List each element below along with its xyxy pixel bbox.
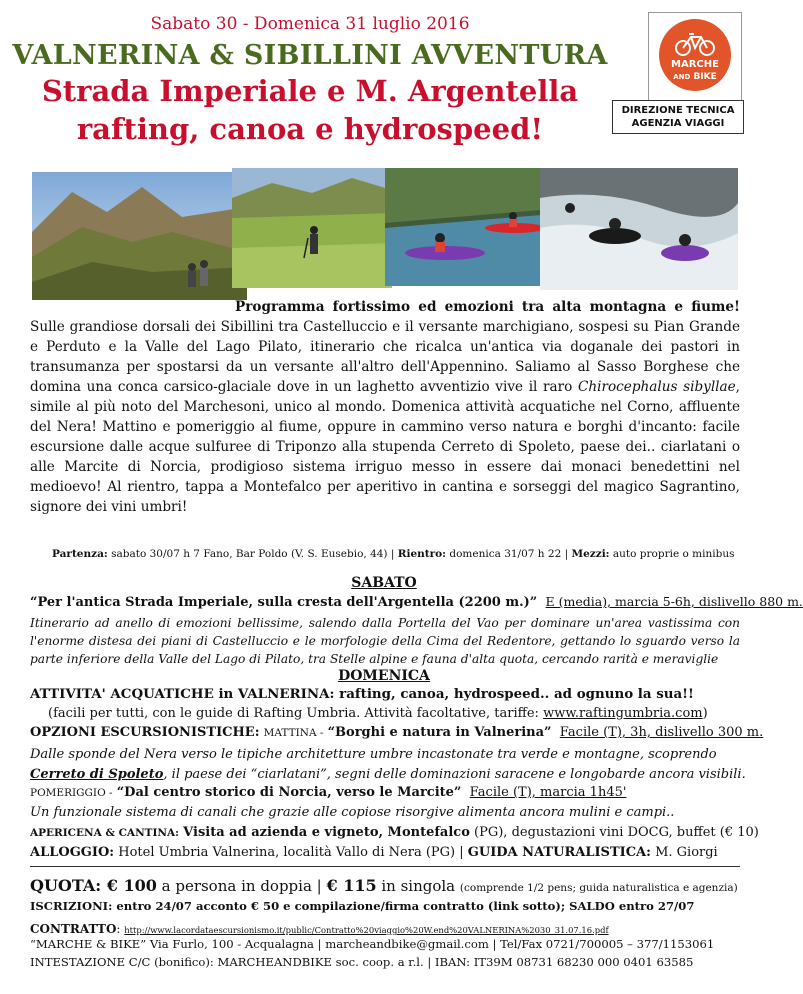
saturday-difficulty: E (media), marcia 5-6h, dislivello 880 m. [545,594,803,609]
logo-line-2b: BIKE [693,72,717,82]
contacts-line-2: INTESTAZIONE C/C (bonifico): MARCHEANDBIKE soc. coop. a r.l. | IBAN: IT39M 08731 68230 000 0401 63585 [30,955,694,969]
morning-description [30,745,750,785]
photo-hydrospeed [540,168,738,290]
price-text-1: a persona in doppia | [156,877,327,895]
sunday-heading: DOMENICA [338,668,430,684]
event-title: VALNERINA & SIBILLINI AVVENTURA [12,40,608,71]
photo-hiker-plain [232,168,392,288]
morning-desc-2: , il paese dei “ciarlatani”, segni delle dominazioni saracene e longobarde ancora visibili. [163,767,746,782]
lodging-text: Hotel Umbria Valnerina, località Vallo di Nera (PG) | [114,845,468,860]
means-text: auto proprie o minibus [609,548,735,560]
agency-caption [612,100,744,134]
morning-difficulty: Facile (T), 3h, dislivello 300 m. [559,725,764,740]
activities-note-text: (facili per tutti, con le guide di Rafting Umbria. Attività facoltative, tariffe: [48,706,544,721]
saturday-heading: SABATO [351,575,417,591]
saturday-route: “Per l'antica Strada Imperiale, sulla cresta dell'Argentella (2200 m.)” [30,595,538,610]
means-label: Mezzi: [571,548,610,560]
aperitivo-label: APERICENA & CANTINA: [30,827,180,839]
departure-text: sabato 30/07 h 7 Fano, Bar Poldo (V. S. Eusebio, 44) | [107,548,398,560]
contract-link[interactable]: http://www.lacordataescursionismo.it/public/Contratto%20viaggio%20W.end%20VALNERINA%2030_31.07.16.pdf [124,925,609,935]
guide-label: GUIDA NATURALISTICA: [467,845,651,860]
intro-lead: Programma fortissimo ed emozioni tra alta montagna e fiume! [235,299,740,315]
logo-line-1: MARCHE [671,59,719,70]
return-label: Rientro: [397,548,447,560]
photo-mountain-ridge [32,172,247,300]
afternoon-option-line [30,785,750,800]
agency-caption-line-2: AGENZIA VIAGGI [631,118,725,129]
marche-and-bike-logo [648,12,742,106]
price-text-2: in singola [376,877,460,895]
saturday-description: Itinerario ad anello di emozioni bellissime, salendo dalla Portella del Vao per dominare un'area vastissima con l'enorme distesa dei piani di Castelluccio e le morfologie della Cima del Redentore, gettando lo sguardo verso la parte inferiore della Valle del Lago di Pilato, tra Stelle alpine e fauna d'alta quota, cercando rarità e meraviglie [30,616,740,666]
afternoon-label: POMERIGGIO - [30,787,113,799]
aperitivo-text: (PG), degustazioni vini DOCG, buffet (€ 10) [469,825,759,840]
rafting-link[interactable]: www.raftingumbria.com [543,706,703,721]
morning-desc-1: Dalle sponde del Nera verso le tipiche architetture umbre incastonate tra verde e montagne, scoprendo [30,747,717,762]
species-name: Chirocephalus sibyllae [577,379,736,395]
enrollment-line: ISCRIZIONI: entro 24/07 acconto € 50 e compilazione/firma contratto (link sotto); SALDO entro 27/07 [30,899,695,913]
intro-text-2: , simile al più noto del Marchesoni, unico al mondo. Domenica attività acquatiche nel Corno, affluente del Nera! Mattino e pomeriggio al fiume, oppure in cammino verso natura e borghi d'incanto: facile escursione dalle acque sulfuree di Triponzo alla stupenda Cerreto di Spoleto, paese dei.. ciarlatani o alle Marcite di Norcia, prodigioso sistema irriguo messo in essere dai monaci benedettini nel medioevo! Al rientro, tappa a Montefalco per aperitivo in cantina e sorseggi del magico Sagrantino, signore dei vini umbri! [30,379,740,515]
logo-circle [659,19,731,91]
contract-line: CONTRATTO: http://www.lacordataescursionismo.it/public/Contratto%20viaggio%20W.end%20VALNERINA%2030_31.07.16.pdf [30,922,609,936]
morning-route: “Borghi e natura in Valnerina” [327,725,552,740]
aperitivo-title: Visita ad azienda e vigneto, Montefalco [183,825,470,840]
photo-canoe [385,168,565,286]
contacts-line-1: “MARCHE & BIKE” Via Furlo, 100 - Acqualagna | marcheandbike@gmail.com | Tel/Fax 0721/700005 – 377/1153061 [30,937,715,951]
aperitivo-line [30,825,759,840]
afternoon-description: Un funzionale sistema di canali che grazie alle copiose risorgive alimenta ancora mulini e campi.. [30,805,675,820]
morning-desc-place: Cerreto di Spoleto [30,767,164,782]
event-date: Sabato 30 - Domenica 31 luglio 2016 [150,14,470,34]
price-single: € 115 [326,876,377,895]
agency-caption-line-1: DIREZIONE TECNICA [621,105,735,116]
lodging-label: ALLOGGIO: [30,845,115,860]
logo-line-2a: AND [673,73,691,81]
divider [30,866,740,867]
bicycle-icon [673,31,717,57]
afternoon-difficulty: Facile (T), marcia 1h45' [469,785,627,800]
departure-label: Partenza: [52,548,108,560]
price-note: (comprende 1/2 pens; guida naturalistica e agenzia) [459,882,738,894]
return-text: domenica 31/07 h 22 | [446,548,572,560]
lodging-line [30,845,750,860]
activities-note-close: ) [702,706,708,721]
morning-label: MATTINA - [263,727,324,739]
afternoon-route: “Dal centro storico di Norcia, verso le Marcite” [116,785,462,800]
guide-name: M. Giorgi [650,845,718,860]
price-label: QUOTA: € 100 [30,876,157,895]
price-line [30,876,760,895]
intro-text-1: Sulle grandiose dorsali dei Sibillini tra Castelluccio e il versante marchigiano, sospesi su Pian Grande e Perduto e la Valle del Lago Pilato, itinerario che ricalca un'antica via doganale dei pastori in transumanza per spostarsi da un versante all'altro dell'Appennino. Saliamo al Sasso Borghese che domina una conca carsico-glaciale dove in un laghetto avventizio vive il raro [30,319,740,395]
options-label: OPZIONI ESCURSIONISTICHE: [30,725,260,740]
sunday-activities-note [48,706,758,721]
sunday-activities: ATTIVITA' ACQUATICHE in VALNERINA: rafting, canoa, hydrospeed.. ad ognuno la sua!! [30,686,694,702]
saturday-route-line [30,594,803,610]
intro-paragraph [30,297,740,517]
event-subtitle-1: Strada Imperiale e M. Argentella [41,74,579,108]
logistics-line [52,548,752,560]
event-subtitle-2: rafting, canoa e hydrospeed! [76,112,544,146]
contract-label: CONTRATTO [30,922,117,936]
morning-option-line [30,725,764,740]
